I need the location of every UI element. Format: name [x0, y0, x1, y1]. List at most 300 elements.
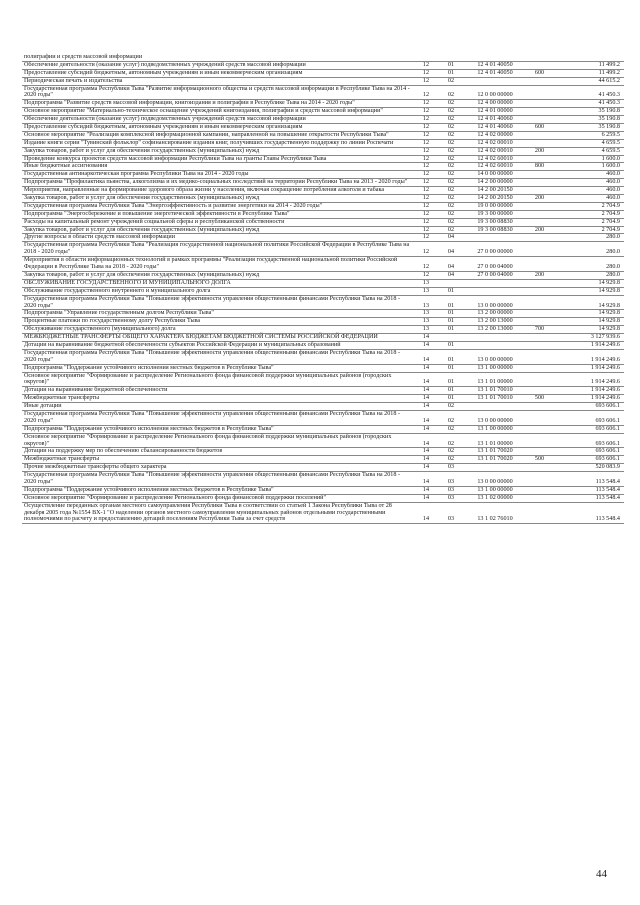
subsection-code: 02: [437, 163, 465, 171]
section-code: 12: [415, 187, 437, 195]
subsection-code: 02: [437, 187, 465, 195]
amount: 460.0: [554, 179, 624, 187]
expense-type-code: [525, 372, 554, 387]
subsection-code: [437, 334, 465, 342]
subsection-code: 01: [437, 395, 465, 403]
table-row: [22, 108, 624, 116]
subsection-code: 03: [437, 486, 465, 494]
row-name: Предоставление субсидий бюджетным, автономным учреждениям и иным некоммерческим организациям: [22, 124, 415, 132]
expense-type-code: [525, 242, 554, 257]
target-article-code: 12 4 01 40050: [465, 69, 525, 77]
row-name: Государственная программа Республики Тыва "Развитие информационного общества и средств массовой информации в Республике Тыва на 2014 - 2020 годы": [22, 85, 415, 100]
row-name: Издание книги серии "Тувинский фольклор" софинансирование издания книг, получивших государственную поддержку по линии Роспечати: [22, 139, 415, 147]
target-article-code: 13 0 00 00000: [465, 295, 525, 310]
expense-type-code: [525, 334, 554, 342]
row-name: Основное мероприятие "Материально-техническое оснащение учреждений книгоиздания, полиграфии и средств массовой информации": [22, 108, 415, 116]
row-name: Дотации на поддержку мер по обеспечению сбалансированности бюджетов: [22, 448, 415, 456]
section-code: 12: [415, 202, 437, 210]
row-name: Основное мероприятие "Формирование и распределение Регионального фонда финансовой поддержки муниципальных районов (городских округов)": [22, 372, 415, 387]
amount: 3 127 939.6: [554, 334, 624, 342]
row-name: Обслуживание государственного (муниципального) долга: [22, 326, 415, 334]
row-name: Закупка товаров, работ и услуг для обеспечения государственных (муниципальных) нужд: [22, 147, 415, 155]
table-row: [22, 257, 624, 272]
table-row: [22, 502, 624, 524]
table-row: [22, 61, 624, 69]
amount: 11 499.2: [554, 61, 624, 69]
page-number: 44: [596, 868, 607, 880]
expense-type-code: [525, 410, 554, 425]
table-row: [22, 433, 624, 448]
section-code: 14: [415, 334, 437, 342]
expense-type-code: [525, 349, 554, 364]
section-code: 14: [415, 464, 437, 472]
amount: 280.0: [554, 257, 624, 272]
section-code: 12: [415, 139, 437, 147]
amount: [554, 54, 624, 61]
expense-type-code: 200: [525, 271, 554, 279]
subsection-code: 02: [437, 179, 465, 187]
target-article-code: 13 1 01 00000: [465, 372, 525, 387]
expense-type-code: [525, 295, 554, 310]
table-row: [22, 234, 624, 242]
expense-type-code: [525, 85, 554, 100]
subsection-code: 02: [437, 85, 465, 100]
target-article-code: 12 4 01 40050: [465, 61, 525, 69]
section-code: 12: [415, 131, 437, 139]
expense-type-code: [525, 486, 554, 494]
row-name: Прочие межбюджетные трансферты общего характера: [22, 464, 415, 472]
amount: 2 704.9: [554, 210, 624, 218]
table-row: [22, 310, 624, 318]
subsection-code: 04: [437, 242, 465, 257]
table-row: [22, 456, 624, 464]
subsection-code: 02: [437, 116, 465, 124]
table-row: [22, 387, 624, 395]
amount: 113 548.4: [554, 486, 624, 494]
amount: 1 600.0: [554, 155, 624, 163]
target-article-code: 12 0 00 00000: [465, 85, 525, 100]
row-name: Мероприятия, направленные на формирование здорового образа жизни у населения, включая сокращение потребления алкоголя и табака: [22, 187, 415, 195]
expense-type-code: [525, 433, 554, 448]
amount: 14 929.8: [554, 310, 624, 318]
row-name: МЕЖБЮДЖЕТНЫЕ ТРАНСФЕРТЫ ОБЩЕГО ХАРАКТЕРА БЮДЖЕТАМ БЮДЖЕТНОЙ СИСТЕМЫ РОССИЙСКОЙ ФЕДЕРАЦИИ: [22, 334, 415, 342]
table-row: [22, 242, 624, 257]
target-article-code: 19 3 00 08830: [465, 226, 525, 234]
amount: 2 704.9: [554, 218, 624, 226]
amount: 460.0: [554, 195, 624, 203]
row-name: Обеспечение деятельности (оказание услуг) подведомственных учреждений средств массовой информации: [22, 116, 415, 124]
target-article-code: 27 0 00 00000: [465, 242, 525, 257]
expense-type-code: 800: [525, 163, 554, 171]
target-article-code: 19 0 00 00000: [465, 202, 525, 210]
amount: 14 929.8: [554, 326, 624, 334]
section-code: 12: [415, 171, 437, 179]
section-code: 12: [415, 218, 437, 226]
expense-type-code: [525, 448, 554, 456]
expense-type-code: 200: [525, 147, 554, 155]
row-name: Процентные платежи по государственному долгу Республики Тыва: [22, 318, 415, 326]
expense-type-code: [525, 494, 554, 502]
subsection-code: 02: [437, 155, 465, 163]
row-name: Предоставление субсидий бюджетным, автономным учреждениям и иным некоммерческим организациям: [22, 69, 415, 77]
amount: 693 606.1: [554, 425, 624, 433]
target-article-code: 12 4 00 00000: [465, 100, 525, 108]
row-name: Мероприятия в области информационных технологий в рамках программы "Реализация государственной национальной политики Российской Федерации в Республике Тыва на 2018 - 2020 годы": [22, 257, 415, 272]
amount: 4 659.5: [554, 139, 624, 147]
row-name: Подпрограмма "Поддержание устойчивого исполнения местных бюджетов в Республике Тыва": [22, 364, 415, 372]
row-name: Основное мероприятие "Формирование и распределение Регионального фонда финансовой поддержки муниципальных районов (городских округов)": [22, 433, 415, 448]
amount: 41 450.3: [554, 85, 624, 100]
expense-type-code: [525, 210, 554, 218]
section-code: 12: [415, 155, 437, 163]
section-code: 14: [415, 349, 437, 364]
section-code: 12: [415, 77, 437, 85]
expense-type-code: 500: [525, 456, 554, 464]
table-row: [22, 187, 624, 195]
row-name: Подпрограмма "Поддержание устойчивого исполнения местных бюджетов в Республике Тыва": [22, 425, 415, 433]
row-name: полиграфии и средств массовой информации: [22, 54, 415, 61]
expense-type-code: [525, 131, 554, 139]
expense-type-code: [525, 218, 554, 226]
row-name: Осуществление переданных органам местного самоуправления Республики Тыва в соответствии со статьей 1 Закона Республики Тыва от 28 декабря 2005 года №1554 ВХ-1 "О наделении органов местного самоуправления муниципальных районов отдельными государственными полномочиями по расчету и предоставлению дотаций поселениям Республики Тыва за счет средств: [22, 502, 415, 524]
subsection-code: 02: [437, 131, 465, 139]
row-name: Государственная программа Республики Тыва "Повышение эффективности управления общественными финансами Республики Тыва на 2018 - 2020 годы": [22, 349, 415, 364]
table-row: [22, 131, 624, 139]
row-name: Подпрограмма "Поддержание устойчивого исполнения местных бюджетов в Республике Тыва": [22, 486, 415, 494]
amount: 44 615.2: [554, 77, 624, 85]
amount: 280.0: [554, 234, 624, 242]
section-code: 12: [415, 271, 437, 279]
expense-type-code: [525, 116, 554, 124]
amount: 460.0: [554, 187, 624, 195]
target-article-code: [465, 234, 525, 242]
subsection-code: 01: [437, 61, 465, 69]
table-row: [22, 155, 624, 163]
target-article-code: 14 2 00 20150: [465, 195, 525, 203]
expense-type-code: [525, 502, 554, 524]
expense-type-code: [525, 54, 554, 61]
table-row: [22, 202, 624, 210]
expense-type-code: [525, 287, 554, 295]
expense-type-code: [525, 234, 554, 242]
section-code: 12: [415, 85, 437, 100]
subsection-code: 02: [437, 195, 465, 203]
section-code: 14: [415, 372, 437, 387]
target-article-code: 12 4 01 40060: [465, 124, 525, 132]
subsection-code: 01: [437, 69, 465, 77]
row-name: Закупка товаров, работ и услуг для обеспечения государственных (муниципальных) нужд: [22, 195, 415, 203]
amount: 14 929.8: [554, 295, 624, 310]
target-article-code: 13 1 01 00000: [465, 433, 525, 448]
subsection-code: 01: [437, 349, 465, 364]
amount: 2 704.9: [554, 226, 624, 234]
amount: 113 548.4: [554, 472, 624, 487]
amount: 4 659.5: [554, 147, 624, 155]
table-row: [22, 100, 624, 108]
table-row: [22, 326, 624, 334]
target-article-code: 13 1 02 00000: [465, 494, 525, 502]
amount: 6 259.5: [554, 131, 624, 139]
target-article-code: 27 0 00 04000: [465, 257, 525, 272]
row-name: Периодическая печать и издательства: [22, 77, 415, 85]
target-article-code: 13 1 01 70010: [465, 395, 525, 403]
amount: 1 914 249.6: [554, 395, 624, 403]
subsection-code: 01: [437, 326, 465, 334]
expense-type-code: [525, 108, 554, 116]
subsection-code: 02: [437, 171, 465, 179]
amount: 1 914 249.6: [554, 364, 624, 372]
amount: 41 450.3: [554, 100, 624, 108]
section-code: 12: [415, 108, 437, 116]
target-article-code: 13 0 00 00000: [465, 410, 525, 425]
row-name: Иные дотации: [22, 403, 415, 411]
expense-type-code: 200: [525, 195, 554, 203]
expense-type-code: [525, 403, 554, 411]
row-name: Обслуживание государственного внутреннего и муниципального долга: [22, 287, 415, 295]
section-code: 12: [415, 234, 437, 242]
amount: 35 190.8: [554, 124, 624, 132]
target-article-code: 14 2 00 00000: [465, 179, 525, 187]
table-row: [22, 279, 624, 287]
expense-type-code: [525, 341, 554, 349]
target-article-code: 27 0 00 04000: [465, 271, 525, 279]
amount: 14 929.8: [554, 318, 624, 326]
section-code: 12: [415, 147, 437, 155]
target-article-code: 13 1 01 70020: [465, 456, 525, 464]
section-code: 14: [415, 456, 437, 464]
subsection-code: 01: [437, 295, 465, 310]
amount: 113 548.4: [554, 494, 624, 502]
subsection-code: 01: [437, 364, 465, 372]
subsection-code: 03: [437, 502, 465, 524]
row-name: Государственная программа Республики Тыва "Повышение эффективности управления общественными финансами Республики Тыва на 2018 - 2020 годы": [22, 295, 415, 310]
amount: 113 548.4: [554, 502, 624, 524]
section-code: 14: [415, 502, 437, 524]
subsection-code: 02: [437, 210, 465, 218]
section-code: 12: [415, 210, 437, 218]
row-name: Закупка товаров, работ и услуг для обеспечения государственных (муниципальных) нужд: [22, 271, 415, 279]
amount: 693 606.1: [554, 448, 624, 456]
target-article-code: [465, 403, 525, 411]
table-row: [22, 318, 624, 326]
subsection-code: 02: [437, 456, 465, 464]
amount: 1 914 249.6: [554, 341, 624, 349]
row-name: Межбюджетные трансферты: [22, 395, 415, 403]
amount: 280.0: [554, 271, 624, 279]
row-name: Государственная программа Республики Тыва "Повышение эффективности управления общественными финансами Республики Тыва на 2018 - 2020 годы": [22, 472, 415, 487]
subsection-code: 02: [437, 425, 465, 433]
section-code: 12: [415, 226, 437, 234]
row-name: Обеспечение деятельности (оказание услуг) подведомственных учреждений средств массовой информации: [22, 61, 415, 69]
row-name: Подпрограмма "Энергосбережение и повышение энергетической эффективности в Республике Тыва": [22, 210, 415, 218]
section-code: 12: [415, 61, 437, 69]
amount: 2 704.9: [554, 202, 624, 210]
expense-type-code: [525, 318, 554, 326]
target-article-code: [465, 54, 525, 61]
expense-type-code: [525, 61, 554, 69]
target-article-code: 12 4 01 00000: [465, 108, 525, 116]
section-code: 13: [415, 310, 437, 318]
section-code: 14: [415, 341, 437, 349]
subsection-code: 02: [437, 448, 465, 456]
budget-table-body: [22, 54, 624, 524]
row-name: Дотации на выравнивание бюджетной обеспеченности: [22, 387, 415, 395]
amount: 693 606.1: [554, 433, 624, 448]
subsection-code: 02: [437, 100, 465, 108]
section-code: 12: [415, 242, 437, 257]
target-article-code: [465, 77, 525, 85]
section-code: 12: [415, 195, 437, 203]
subsection-code: 03: [437, 494, 465, 502]
subsection-code: 02: [437, 433, 465, 448]
table-row: [22, 486, 624, 494]
amount: 1 914 249.6: [554, 387, 624, 395]
expense-type-code: [525, 387, 554, 395]
subsection-code: 01: [437, 318, 465, 326]
subsection-code: 02: [437, 202, 465, 210]
row-name: Подпрограмма "Развитие средств массовой информации, книгоиздания и полиграфии в Республике Тыва на 2014 - 2020 годы": [22, 100, 415, 108]
target-article-code: 12 4 01 40060: [465, 116, 525, 124]
section-code: 13: [415, 326, 437, 334]
row-name: Государственная программа Республики Тыва "Энергоэффективность и развитие энергетики на 2014 - 2020 годы": [22, 202, 415, 210]
target-article-code: 19 3 00 00000: [465, 210, 525, 218]
amount: 14 929.8: [554, 279, 624, 287]
section-code: 14: [415, 486, 437, 494]
row-name: Подпрограмма "Профилактика пьянства, алкоголизма и их медико-социальных последствий на территории Республики Тыва на 2013 - 2020 годы": [22, 179, 415, 187]
target-article-code: 12 4 02 00000: [465, 131, 525, 139]
table-row: [22, 210, 624, 218]
row-name: Расходы на капитальный ремонт учреждений социальной сферы и республиканской собственности: [22, 218, 415, 226]
subsection-code: 02: [437, 147, 465, 155]
expense-type-code: [525, 187, 554, 195]
target-article-code: [465, 334, 525, 342]
target-article-code: 13 0 00 00000: [465, 349, 525, 364]
row-name: Другие вопросы в области средств массовой информации: [22, 234, 415, 242]
amount: 11 499.2: [554, 69, 624, 77]
expense-type-code: [525, 77, 554, 85]
table-row: [22, 85, 624, 100]
subsection-code: 01: [437, 387, 465, 395]
amount: 1 600.0: [554, 163, 624, 171]
expense-type-code: [525, 425, 554, 433]
table-row: [22, 341, 624, 349]
row-name: Проведение конкурса проектов средств массовой информации Республики Тыва на гранты Главы Республики Тыва: [22, 155, 415, 163]
subsection-code: 04: [437, 234, 465, 242]
amount: 1 914 249.6: [554, 349, 624, 364]
table-row: [22, 364, 624, 372]
table-row: [22, 163, 624, 171]
target-article-code: 12 4 02 00010: [465, 139, 525, 147]
amount: 693 606.1: [554, 410, 624, 425]
expense-type-code: [525, 139, 554, 147]
amount: 35 190.8: [554, 116, 624, 124]
section-code: 14: [415, 448, 437, 456]
table-row: [22, 179, 624, 187]
section-code: 14: [415, 387, 437, 395]
amount: 35 190.8: [554, 108, 624, 116]
target-article-code: 13 1 02 76010: [465, 502, 525, 524]
table-row: [22, 410, 624, 425]
expense-type-code: [525, 279, 554, 287]
subsection-code: 01: [437, 310, 465, 318]
table-row: [22, 124, 624, 132]
table-row: [22, 295, 624, 310]
table-row: [22, 116, 624, 124]
section-code: 12: [415, 257, 437, 272]
section-code: 13: [415, 295, 437, 310]
section-code: 12: [415, 163, 437, 171]
expense-type-code: [525, 179, 554, 187]
table-row: [22, 372, 624, 387]
subsection-code: 01: [437, 341, 465, 349]
target-article-code: 13 2 00 13000: [465, 318, 525, 326]
target-article-code: 12 4 02 00010: [465, 147, 525, 155]
table-row: [22, 171, 624, 179]
target-article-code: 13 1 01 70010: [465, 387, 525, 395]
expense-type-code: [525, 171, 554, 179]
subsection-code: 01: [437, 372, 465, 387]
row-name: Иные бюджетные ассигнования: [22, 163, 415, 171]
table-row: [22, 403, 624, 411]
target-article-code: 13 1 00 00000: [465, 486, 525, 494]
section-code: 14: [415, 410, 437, 425]
target-article-code: [465, 287, 525, 295]
expense-type-code: 200: [525, 226, 554, 234]
target-article-code: 19 3 00 08830: [465, 218, 525, 226]
subsection-code: 02: [437, 410, 465, 425]
row-name: Межбюджетные трансферты: [22, 456, 415, 464]
target-article-code: 13 1 00 00000: [465, 425, 525, 433]
section-code: 12: [415, 116, 437, 124]
expense-type-code: [525, 257, 554, 272]
section-code: 14: [415, 403, 437, 411]
row-name: Государственная программа Республики Тыва "Повышение эффективности управления общественными финансами Республики Тыва на 2018 - 2020 годы": [22, 410, 415, 425]
subsection-code: [437, 279, 465, 287]
expense-type-code: 600: [525, 69, 554, 77]
row-name: Подпрограмма "Управление государственным долгом Республики Тыва": [22, 310, 415, 318]
target-article-code: 13 2 00 00000: [465, 310, 525, 318]
expense-type-code: 600: [525, 124, 554, 132]
table-row: [22, 494, 624, 502]
subsection-code: 04: [437, 271, 465, 279]
section-code: [415, 54, 437, 61]
section-code: 14: [415, 472, 437, 487]
table-row: [22, 147, 624, 155]
subsection-code: 02: [437, 124, 465, 132]
table-row: [22, 54, 624, 61]
table-row: [22, 77, 624, 85]
row-name: Государственная антинаркотическая программа Республики Тыва на 2014 - 2020 годы: [22, 171, 415, 179]
target-article-code: 14 0 00 00000: [465, 171, 525, 179]
subsection-code: 02: [437, 226, 465, 234]
section-code: 13: [415, 279, 437, 287]
row-name: Основное мероприятие "Формирование и распределение Регионального фонда финансовой поддержки поселений": [22, 494, 415, 502]
subsection-code: 03: [437, 472, 465, 487]
amount: 460.0: [554, 171, 624, 179]
table-row: [22, 226, 624, 234]
amount: 520 083.9: [554, 464, 624, 472]
expense-type-code: [525, 155, 554, 163]
amount: 280.0: [554, 242, 624, 257]
amount: 1 914 249.6: [554, 372, 624, 387]
target-article-code: 12 4 02 60010: [465, 163, 525, 171]
table-row: [22, 395, 624, 403]
subsection-code: 02: [437, 77, 465, 85]
target-article-code: 13 2 00 13000: [465, 326, 525, 334]
table-row: [22, 349, 624, 364]
target-article-code: [465, 279, 525, 287]
subsection-code: 02: [437, 403, 465, 411]
